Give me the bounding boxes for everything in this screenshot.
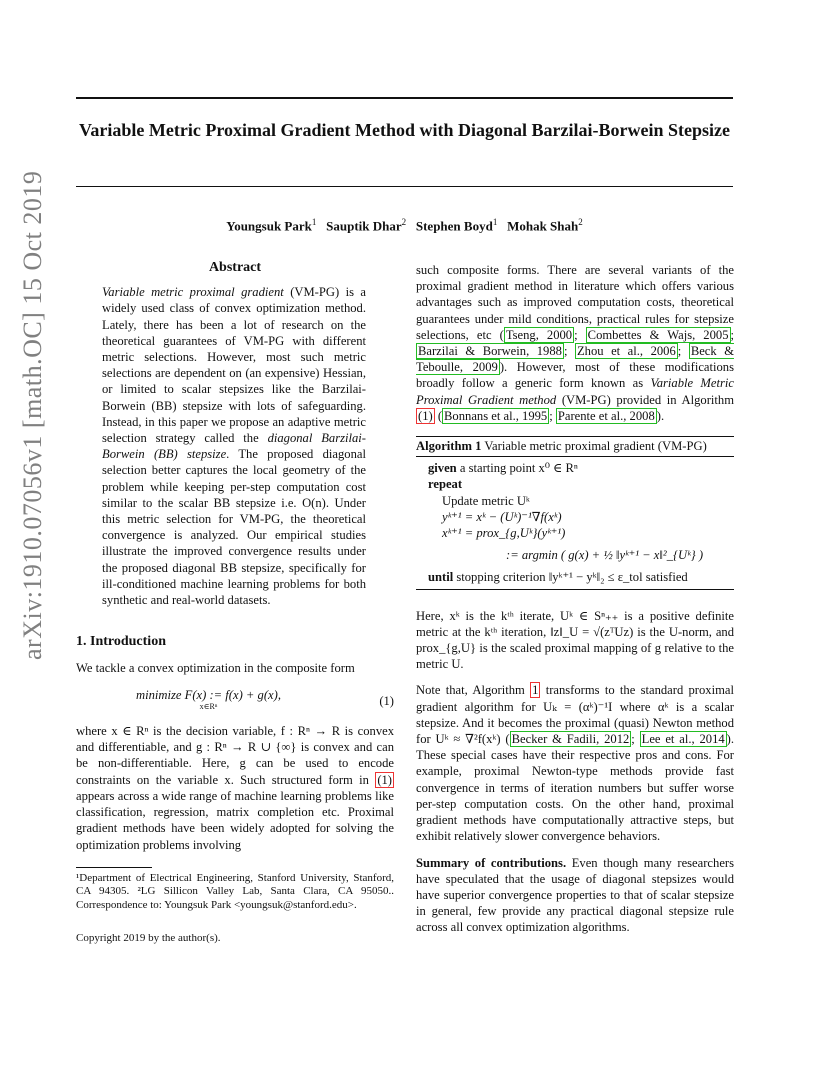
citation-link[interactable]: Zhou et al., 2006	[576, 344, 676, 359]
equation-label: (1)	[379, 693, 394, 708]
algorithm-math: yᵏ⁺¹ = xᵏ − (Uᵏ)⁻¹∇f(xᵏ)	[442, 509, 562, 524]
author-name: Sauptik Dhar	[326, 218, 402, 234]
algorithm-ref-link[interactable]: (1)	[418, 408, 433, 423]
text-run: (VM-PG) provided in Algorithm	[556, 392, 735, 407]
algorithm-box	[416, 436, 734, 590]
algorithm-caption-label: Algorithm 1	[416, 439, 482, 454]
left-column	[76, 260, 394, 946]
citation-link[interactable]: Becker & Fadili, 2012	[511, 732, 630, 747]
paper-title: Variable Metric Proximal Gradient Method with Diagonal Barzilai-Borwein Stepsize	[79, 120, 730, 140]
right-column	[416, 262, 734, 936]
footnote: ¹Department of Electrical Engineering, Stanford University, Stanford, CA 94305. ²LG Sillicon Valley Lab, Santa Clara, CA 95050.. Correspondence to: Youngsuk Park <youngsuk@stanford.edu>.	[76, 871, 394, 911]
arxiv-stamp: arXiv:1910.07056v1 [math.OC] 15 Oct 2019	[18, 170, 47, 660]
text-run: transforms to the standard proximal gradient algorithm for Uₖ = (αᵏ)⁻¹I where αᵏ is a scalar stepsize. And it becomes the proximal (quasi) Newton method for Uᵏ ≈ ∇²f(xᵏ) (	[416, 683, 734, 747]
title-rule-bottom	[76, 186, 733, 187]
paragraph-heading: Summary of contributions.	[416, 855, 567, 870]
author-name: Youngsuk Park	[226, 218, 312, 234]
algorithm-keyword: given	[428, 461, 457, 476]
algorithm-math: := argmin ( g(x) + ½ ‖yᵏ⁺¹ − x‖²_{Uᵏ} )	[506, 548, 704, 563]
text-run: Even though many researchers have speculated that the usage of diagonal stepsizes would have superior convergence properties to that of scalar stepsize in general, few provide any practical diagonal stepsize rule across all convex optimization algorithms.	[416, 855, 735, 935]
algorithm-text: stopping criterion ‖yᵏ⁺¹ − yᵏ‖₂ ≤ ε_tol satisfied	[453, 570, 688, 585]
citation-link[interactable]: Tseng, 2000	[505, 327, 573, 342]
algorithm-caption	[416, 437, 734, 457]
copyright: Copyright 2019 by the author(s).	[76, 932, 221, 945]
author-affiliation: 1	[492, 217, 498, 227]
algorithm-text: a starting point x⁰ ∈ Rⁿ	[456, 461, 578, 476]
equation-text: minimize F(x) := f(x) + g(x),	[136, 687, 281, 702]
algorithm-line	[442, 509, 734, 525]
algorithm-caption-text: Variable metric proximal gradient (VM-PG)	[481, 439, 707, 454]
equation-ref-link[interactable]: (1)	[377, 772, 392, 787]
citation-link[interactable]: Combettes & Wajs, 2005	[587, 327, 729, 342]
abstract-heading: Abstract	[208, 260, 262, 275]
equation-subscript: x∈Rⁿ	[199, 701, 218, 711]
citation-link[interactable]: Parente et al., 2008	[557, 408, 655, 423]
paragraph: Note that, Algorithm 1 transforms to the standard proximal gradient algorithm for Uₖ = (αᵏ)⁻¹I where αᵏ is a scalar stepsize. And it becomes the proximal (quasi) Newton method for Uᵏ ≈ ∇²f(xᵏ) ( Becker & Fadili, 2012 ; Lee et al., 2014 ). These special cases have their respective pros and cons. For example, proximal Newton-type methods provide fast convergence in terms of iteration numbers but suffer worse per-step computation costs. On the other hand, proximal gradient methods have computationally attractive steps, but exhibit relatively slower convergence behaviors.	[416, 683, 735, 844]
text-run: where x ∈ Rⁿ is the decision variable, f : Rⁿ → R is convex and differentiable, and g : Rⁿ → R ∪ {∞} is convex and can be non-differentiable. Here, g can be used to encode constraints on the variable x. Such structured form in	[76, 724, 394, 787]
paragraph	[416, 855, 734, 936]
citation-link[interactable]: Beck & Teboulle, 2009	[416, 344, 735, 375]
citation-link[interactable]: Lee et al., 2014	[641, 732, 725, 747]
abstract-part: . The proposed diagonal selection better captures the local geometry of the problem while keeping per-step computation cost similar to the scalar BB stepsize i.e. O(n). Under this metric selection for VM-PG, the theoretical convergence is analyzed. Our empirical studies illustrate the improved convergence results under the proposed diagonal BB stepsize, specifically for ill-conditioned machine learning problems for both synthetic and real-world datasets.	[102, 447, 366, 608]
citation-link[interactable]: Bonnans et al., 1995	[444, 408, 548, 423]
paragraph: We tackle a convex optimization in the composite form	[76, 661, 355, 676]
author-name: Mohak Shah	[507, 218, 579, 234]
section-heading: 1. Introduction	[76, 634, 166, 650]
paragraph	[76, 723, 394, 853]
text-run: Note that, Algorithm	[416, 683, 531, 698]
equation-1	[76, 687, 394, 715]
paragraph: Here, xᵏ is the kᵗʰ iterate, Uᵏ ∈ Sⁿ₊₊ is a positive definite metric at the kᵗʰ iteration, ‖z‖_U = √(zᵀUz) is the U-norm, and prox_{g,U} is the scaled proximal mapping of g relative to the metric U.	[416, 608, 734, 672]
title-rule-top	[76, 97, 733, 99]
author-name: Stephen Boyd	[415, 218, 493, 234]
algorithm-line	[428, 476, 734, 492]
algorithm-body	[416, 457, 734, 588]
equation-body	[136, 687, 281, 715]
author-affiliation: 1	[311, 217, 317, 227]
algorithm-keyword: repeat	[428, 477, 463, 492]
algorithm-ref-link[interactable]: 1	[532, 683, 539, 698]
algorithm-line	[442, 525, 734, 541]
abstract-part: (VM-PG) is a widely used class of convex optimization method. Lately, there has been a lot of research on the theoretical guarantees of VM-PG with different metric selections. However, most such metric selections are dependent on (an expensive) Hessian, or limited to scalar stepsizes like the Barzilai-Borwein (BB) stepsize with lots of safeguarding. Instead, in this paper we propose an adaptive metric selection strategy called the	[102, 285, 366, 446]
author-list	[76, 214, 733, 235]
algorithm-line: Update metric Uᵏ	[442, 493, 530, 508]
algorithm-line	[428, 569, 734, 585]
algorithm-keyword: until	[428, 570, 454, 585]
text-run: appears across a wide range of machine learning problems like classification, regression, matrix completion etc. Proximal gradient methods have been widely adopted for solving the optimization problems involving	[76, 788, 394, 852]
text-run: ). These special cases have their respective pros and cons. For example, proximal Newton-type methods provide fast convergence in terms of iteration numbers but suffer worse per-step computation costs. On the other hand, proximal gradient methods have computationally attractive steps, but exhibit relatively slower convergence behaviors.	[416, 732, 735, 844]
text-emphasis: Variable Metric Proximal Gradient method	[416, 376, 734, 407]
algorithm-line	[506, 547, 734, 563]
abstract-emphasis: diagonal Barzilai-Borwein (BB) stepsize	[102, 431, 366, 462]
text-run: ). However, most of these modifications broadly follow a generic form known as	[416, 360, 734, 391]
algorithm-line	[428, 460, 734, 476]
footnote-rule	[76, 867, 152, 868]
author-affiliation: 2	[578, 217, 583, 227]
author-affiliation: 2	[401, 217, 407, 227]
citation-link[interactable]: Barzilai & Borwein, 1988	[418, 344, 562, 359]
abstract-text	[102, 284, 366, 608]
algorithm-math: xᵏ⁺¹ = prox_{g,Uᵏ}(yᵏ⁺¹)	[442, 526, 566, 541]
paragraph: such composite forms. There are several variants of the proximal gradient method in literature which offers various advantages such as improved computation costs, theoretical guarantees under mild conditions, practical rules for stepsize selections, etc ( Tseng, 2000 ; Combettes & Wajs, 2005 ; Barzilai & Borwein, 1988 ; Zhou et al., 2006 ; Beck & Teboulle, 2009 ). However, most of these modifications broadly follow a generic form known as Variable Metric Proximal Gradient method (VM-PG) provided in Algorithm (1) ( Bonnans et al., 1995 ; Parente et al., 2008 ).	[416, 263, 735, 423]
abstract-lead: Variable metric proximal gradient	[102, 285, 284, 300]
text-run: such composite forms. There are several variants of the proximal gradient method in literature which offers various advantages such as improved computation costs, theoretical guarantees under mild conditions, practical rules for stepsize selections, etc (	[416, 263, 734, 342]
